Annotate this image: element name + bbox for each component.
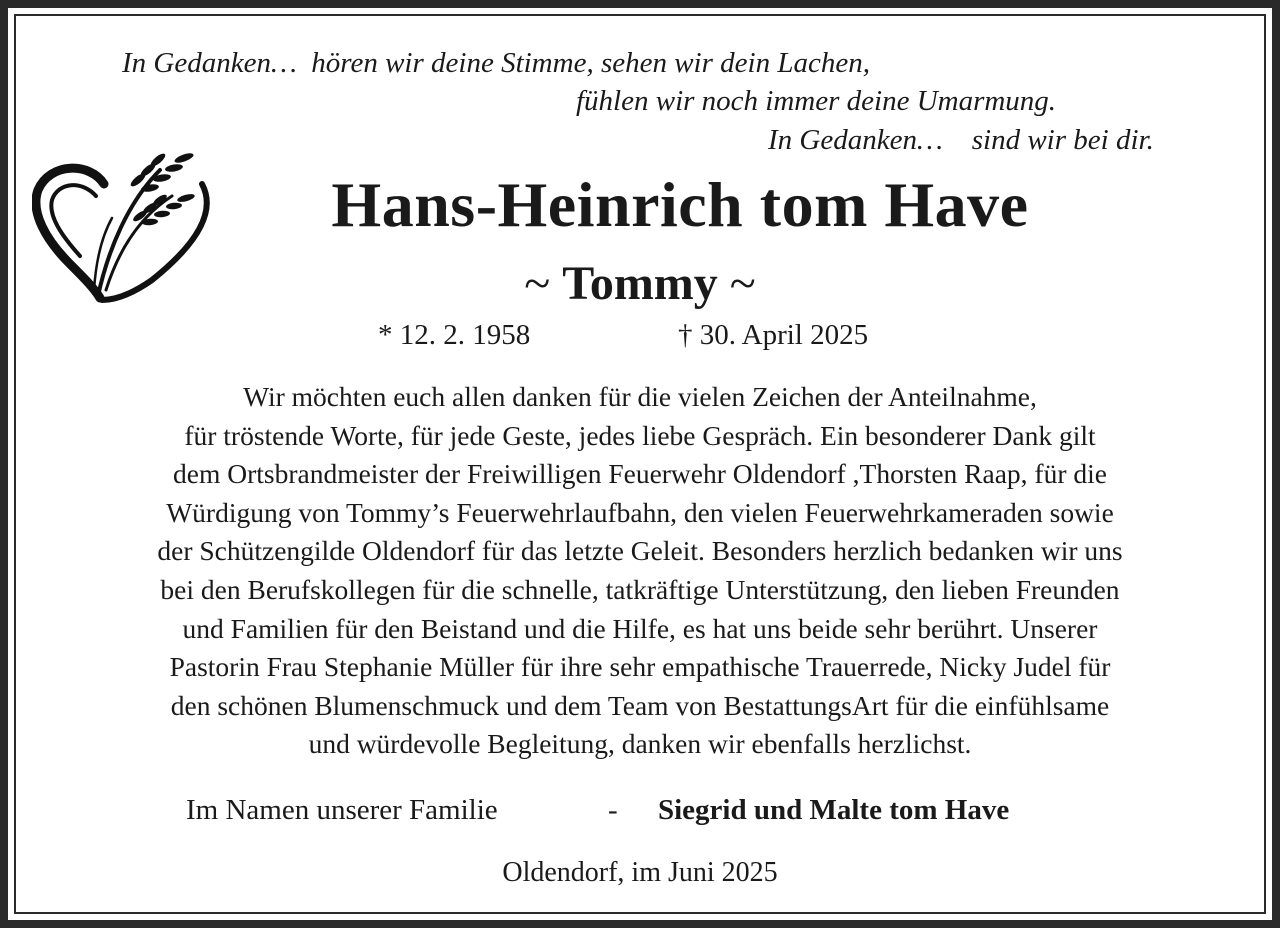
nickname-suffix: ~ (717, 257, 756, 310)
nickname-line (340, 254, 940, 314)
signature-names: Siegrid und Malte tom Have (658, 794, 1010, 826)
poem-line-1: In Gedanken… hören wir deine Stimme, sehen wir dein Lachen, (122, 47, 870, 79)
deceased-name: Hans-Heinrich tom Have (331, 169, 1029, 240)
message-line: und Familien für den Beistand und die Hilfe, es hat uns beide sehr berührt. Unserer (182, 612, 1098, 644)
signature-lead: Im Namen unserer Familie (186, 794, 498, 826)
birth-date: * 12. 2. 1958 (378, 319, 531, 351)
message-line: den schönen Blumenschmuck und dem Team von BestattungsArt für die einfühlsame (170, 689, 1110, 721)
message-line: Wir möchten euch allen danken für die vielen Zeichen der Anteilnahme, (243, 381, 1037, 412)
message-line: bei den Berufskollegen für die schnelle, tatkräftige Unterstützung, den lieben Freunden (160, 573, 1120, 605)
place-and-date: Oldendorf, im Juni 2025 (502, 857, 778, 888)
poem-line-2: fühlen wir noch immer deine Umarmung. (576, 85, 1057, 117)
message-line: Pastorin Frau Stephanie Müller für ihre sehr empathische Trauerrede, Nicky Judel für (169, 651, 1111, 683)
nickname-prefix: ~ (524, 257, 563, 310)
poem-line-3: In Gedanken… sind wir bei dir. (768, 124, 1154, 156)
thank-you-message (28, 378, 1252, 764)
message-line: der Schützengilde Oldendorf für das letzte Geleit. Besonders herzlich bedanken wir uns (157, 535, 1123, 567)
signature-separator: - (608, 794, 618, 826)
message-line: dem Ortsbrandmeister der Freiwilligen Feuerwehr Oldendorf ,Thorsten Raap, für die (173, 458, 1107, 490)
nickname: Tommy (562, 257, 718, 310)
message-line: und würdevolle Begleitung, danken wir ebenfalls herzlichst. (308, 728, 972, 760)
message-line: Würdigung von Tommy’s Feuerwehrlaufbahn, den vielen Feuerwehrkameraden sowie (166, 496, 1114, 528)
message-line: für tröstende Worte, für jede Geste, jedes liebe Gespräch. Ein besonderer Dank gilt (184, 419, 1096, 451)
death-date: † 30. April 2025 (678, 319, 869, 351)
